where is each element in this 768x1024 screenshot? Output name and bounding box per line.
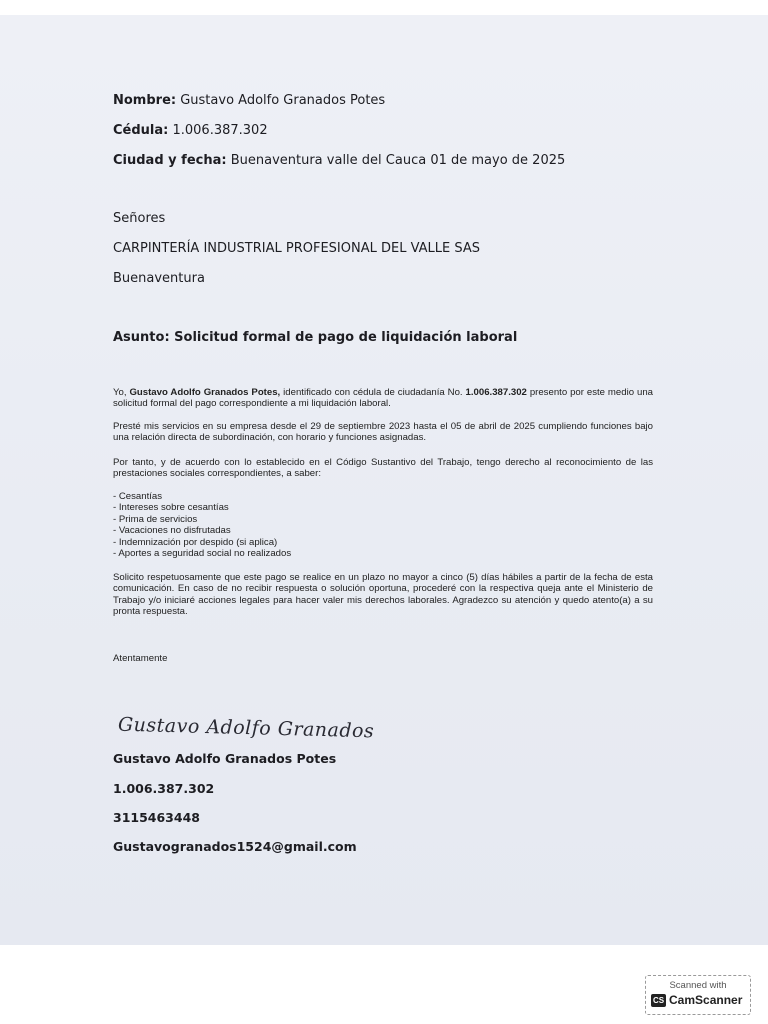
camscanner-badge xyxy=(645,975,751,1015)
paragraph-rights: Por tanto, y de acuerdo con lo establecido en el Código Sustantivo del Trabajo, tengo derecho al reconocimiento de las prestaciones sociales correspondientes, a saber: xyxy=(113,457,653,480)
paragraph-request: Solicito respetuosamente que este pago se realice en un plazo no mayor a cinco (5) días hábiles a partir de la fecha de esta comunicación. En caso de no recibir respuesta o solución oportuna, procederé con la respectiva queja ante el Ministerio de Trabajo y/o iniciaré acciones legales para hacer valer mis derechos laborales. Agradezco su atención y quedo atento(a) a su pronta respuesta. xyxy=(113,572,653,618)
nombre-label: Nombre: xyxy=(113,93,177,108)
p1-text-a: Yo, xyxy=(113,387,130,398)
subject-label: Asunto: xyxy=(113,330,170,345)
signer-name: Gustavo Adolfo Granados Potes xyxy=(113,751,337,766)
document-page xyxy=(0,15,768,945)
signer-id: 1.006.387.302 xyxy=(113,781,215,796)
subject-text: Solicitud formal de pago de liquidación laboral xyxy=(169,330,518,345)
paragraph-employment: Presté mis servicios en su empresa desde el 29 de septiembre 2023 hasta el 05 de abril de 2025 cumpliendo funciones bajo una relación directa de subordinación, con horario y funciones asignadas. xyxy=(113,421,653,444)
closing: Atentamente xyxy=(113,653,168,664)
signer-email: Gustavogranados1524@gmail.com xyxy=(113,839,357,854)
scanned-with-label: Scanned with xyxy=(669,980,727,991)
camscanner-logo-icon: CS xyxy=(652,996,665,1005)
list-item: - Indemnización por despido (si aplica) xyxy=(113,536,278,548)
list-item: - Prima de servicios xyxy=(113,513,198,525)
company-name: CARPINTERÍA INDUSTRIAL PROFESIONAL DEL VALLE SAS xyxy=(113,241,480,256)
nombre-value: Gustavo Adolfo Granados Potes xyxy=(176,93,386,108)
cedula-label: Cédula: xyxy=(113,123,169,138)
list-item: - Intereses sobre cesantías xyxy=(113,502,229,514)
p1-text-b: identificado con cédula de ciudadanía No. xyxy=(280,387,466,398)
p1-text-c: presento por este medio una solicitud formal del pago correspondiente a mi liquidación laboral. xyxy=(113,387,653,410)
handwritten-signature: Gustavo Adolfo Granados xyxy=(117,713,375,743)
benefits-list xyxy=(113,491,291,559)
signer-phone: 3115463448 xyxy=(113,810,200,825)
ciudad-value: Buenaventura valle del Cauca 01 de mayo de 2025 xyxy=(226,153,566,168)
recipient-city: Buenaventura xyxy=(113,271,205,286)
nombre-line xyxy=(113,93,385,108)
paragraph-intro xyxy=(113,387,653,410)
subject-line xyxy=(113,330,517,345)
camscanner-name: CamScanner xyxy=(669,993,743,1007)
cedula-line xyxy=(113,123,268,138)
ciudad-fecha-line xyxy=(113,153,565,168)
list-item: - Vacaciones no disfrutadas xyxy=(113,525,231,537)
cedula-value: 1.006.387.302 xyxy=(168,123,268,138)
p1-name: Gustavo Adolfo Granados Potes, xyxy=(129,387,281,398)
list-item: - Aportes a seguridad social no realizados xyxy=(113,548,292,560)
p1-id: 1.006.387.302 xyxy=(465,387,527,398)
ciudad-label: Ciudad y fecha: xyxy=(113,153,227,168)
list-item: - Cesantías xyxy=(113,491,163,502)
salutation: Señores xyxy=(113,211,166,226)
